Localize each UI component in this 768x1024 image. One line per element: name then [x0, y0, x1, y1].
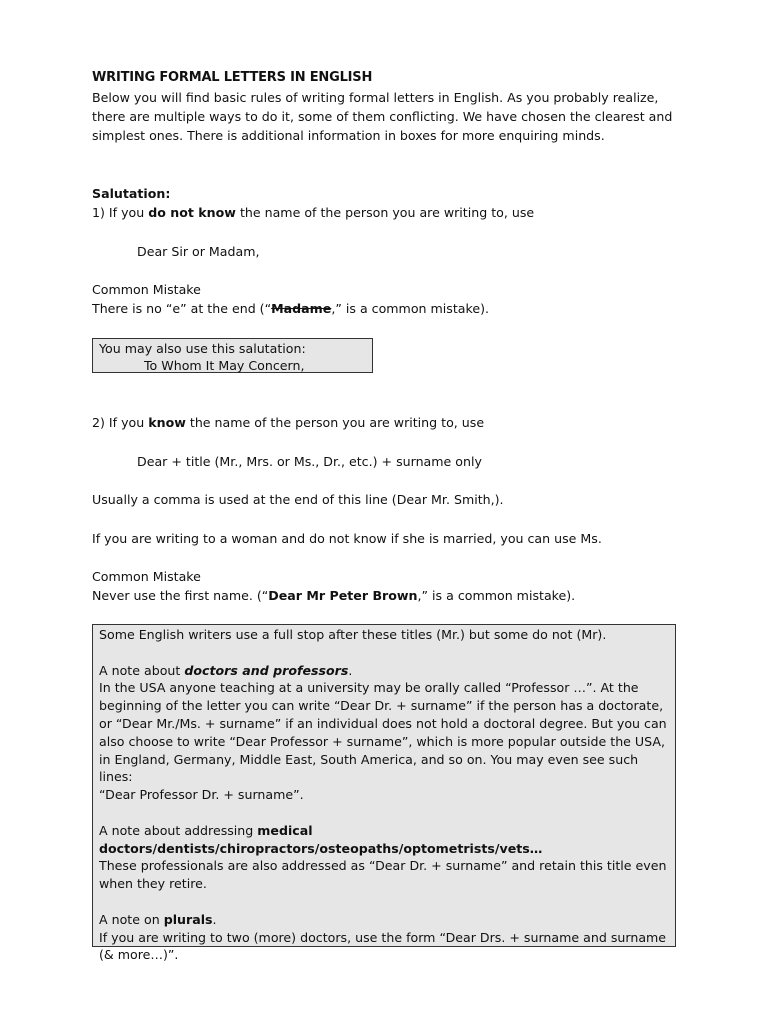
rule-2-emphasis: know [148, 415, 186, 430]
plurals-heading-bold: plurals [163, 911, 213, 927]
medical-line: These professionals are also addressed as “Dear Dr. + surname” and retain this title even [99, 858, 667, 874]
mistake-1-text [92, 299, 489, 318]
doctors-heading-post: . [348, 662, 353, 678]
plurals-heading-pre: A note on [99, 911, 164, 927]
medical-line: when they retire. [99, 876, 207, 892]
mistake-2-bold: Dear Mr Peter Brown [268, 588, 418, 603]
doctors-heading [99, 662, 669, 680]
rule-1-emphasis: do not know [148, 205, 236, 220]
rule-1-pre: 1) If you [92, 205, 149, 220]
plurals-line: (& more…)”. [99, 947, 179, 963]
rule-1-post: the name of the person you are writing to, use [235, 205, 535, 220]
intro-line-1: Below you will find basic rules of writing formal letters in English. As you probably realize, [92, 90, 659, 105]
rule-1 [92, 203, 534, 222]
doctors-line: in England, Germany, Middle East, South America, and so on. You may even see such lines: [99, 751, 639, 785]
mistake-1-label: Common Mistake [92, 282, 201, 297]
plurals-line: If you are writing to two (more) doctors, use the form “Dear Drs. + surname and surname [99, 929, 667, 945]
doctors-line: also choose to write “Dear Professor + surname”, which is more popular outside the USA, [99, 733, 665, 749]
medical-heading-bold: medical [257, 822, 313, 838]
doctors-line: “Dear Professor Dr. + surname”. [99, 787, 304, 803]
mistake-1-struck-word: Madame [271, 301, 332, 316]
doctors-heading-pre: A note about [99, 662, 185, 678]
rule-2-post: the name of the person you are writing to, use [185, 415, 485, 430]
info-box-line-1: You may also use this salutation: [99, 341, 306, 356]
woman-note: If you are writing to a woman and do not know if she is married, you can use Ms. [92, 531, 602, 546]
fullstop-note: Some English writers use a full stop after these titles (Mr.) but some do not (Mr). [99, 627, 607, 642]
salutation-heading: Salutation: [92, 186, 171, 201]
doctors-line: beginning of the letter you can write “Dear Dr. + surname” if the person has a doctorate, [99, 698, 664, 714]
mistake-1-pre: There is no “e” at the end (“ [92, 301, 272, 316]
titles-info-box [92, 624, 676, 963]
medical-heading-pre: A note about addressing [99, 822, 258, 838]
doctors-line: In the USA anyone teaching at a university may be orally called “Professor …”. At the [99, 680, 639, 696]
page-title: WRITING FORMAL LETTERS IN ENGLISH [92, 70, 373, 85]
rule-2-pre: 2) If you [92, 415, 149, 430]
mistake-2-pre: Never use the first name. (“ [92, 588, 269, 603]
mistake-2-post: ,” is a common mistake). [417, 588, 576, 603]
plurals-heading-post: . [212, 911, 217, 927]
doctors-line: or “Dear Mr./Ms. + surname” if an individual does not hold a doctoral degree. But you can [99, 715, 667, 731]
mistake-1-post: ,” is a common mistake). [331, 301, 490, 316]
medical-heading [99, 822, 669, 840]
intro-line-3: simplest ones. There is additional information in boxes for more enquiring minds. [92, 128, 605, 143]
rule-2-example: Dear + title (Mr., Mrs. or Ms., Dr., etc.) + surname only [137, 454, 482, 469]
rule-2 [92, 413, 484, 432]
comma-note: Usually a comma is used at the end of this line (Dear Mr. Smith,). [92, 492, 504, 507]
plurals-heading [99, 911, 669, 929]
mistake-2-text [92, 586, 575, 605]
medical-professions: doctors/dentists/chiropractors/osteopaths/optometrists/vets… [99, 840, 543, 856]
info-box-line-2: To Whom It May Concern, [144, 358, 305, 373]
salutation-info-box [92, 338, 373, 373]
intro-line-2: there are multiple ways to do it, some of them conflicting. We have chosen the clearest and [92, 109, 673, 124]
mistake-2-label: Common Mistake [92, 569, 201, 584]
doctors-heading-bold: doctors and professors [184, 662, 349, 678]
rule-1-example: Dear Sir or Madam, [137, 244, 260, 259]
